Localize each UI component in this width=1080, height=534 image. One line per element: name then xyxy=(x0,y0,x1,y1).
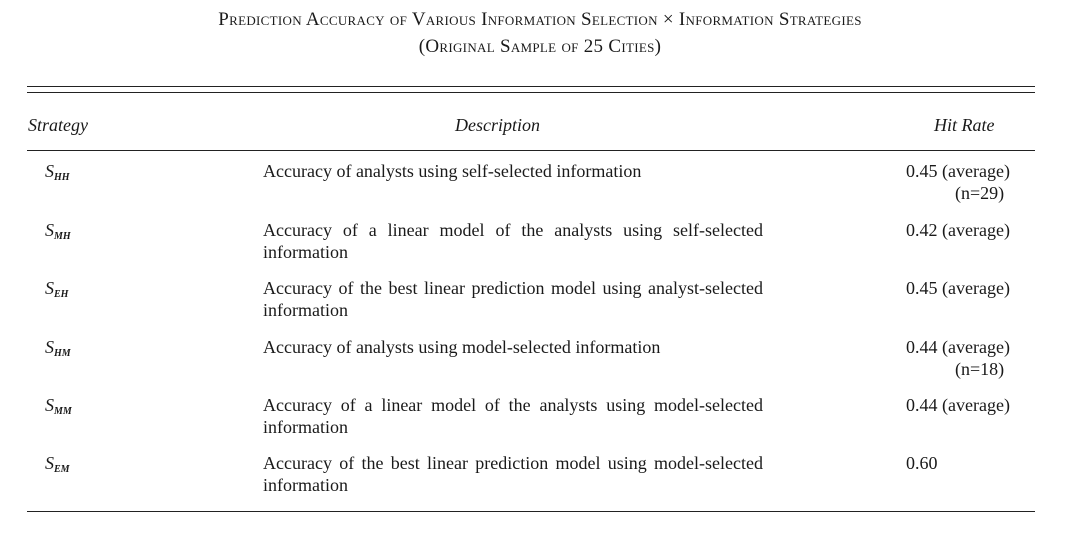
description-cell: Accuracy of a linear model of the analysts using self-selected information xyxy=(263,220,763,262)
top-rule-upper xyxy=(27,86,1035,87)
strategy-cell: $S_{HH}$ xyxy=(45,161,70,183)
sample-size-note: (n=29) xyxy=(955,183,1005,203)
hit-rate-cell: 0.45 (average) xyxy=(906,161,1010,181)
top-rule-lower xyxy=(27,92,1035,93)
description-cell: Accuracy of the best linear prediction model using analyst-selected information xyxy=(263,278,763,320)
table-title: Prediction Accuracy of Various Information Selection × Information Strategies xyxy=(218,9,862,30)
strategy-cell: $S_{MH}$ xyxy=(45,220,71,242)
sample-size-note: (n=18) xyxy=(955,359,1005,379)
description-cell: Accuracy of analysts using model-selected information xyxy=(263,337,661,357)
header-hit-rate: Hit Rate xyxy=(934,115,995,135)
description-cell: Accuracy of analysts using self-selected information xyxy=(263,161,642,181)
header-strategy: Strategy xyxy=(28,115,88,135)
description-cell: Accuracy of a linear model of the analysts using model-selected information xyxy=(263,395,763,437)
hit-rate-cell: 0.42 (average) xyxy=(906,220,1010,240)
bottom-rule xyxy=(27,511,1035,512)
hit-rate-cell: 0.60 xyxy=(906,453,938,473)
hit-rate-cell: 0.45 (average) xyxy=(906,278,1010,298)
strategy-cell: $S_{EM}$ xyxy=(45,453,70,475)
hit-rate-cell: 0.44 (average) xyxy=(906,337,1010,357)
header-description: Description xyxy=(455,115,540,135)
description-cell: Accuracy of the best linear prediction model using model-selected information xyxy=(263,453,763,495)
strategy-cell: $S_{HM}$ xyxy=(45,337,71,359)
header-rule xyxy=(27,150,1035,151)
hit-rate-cell: 0.44 (average) xyxy=(906,395,1010,415)
table-subtitle: (Original Sample of 25 Cities) xyxy=(418,36,662,57)
strategy-cell: $S_{MM}$ xyxy=(45,395,72,417)
strategy-cell: $S_{EH}$ xyxy=(45,278,69,300)
